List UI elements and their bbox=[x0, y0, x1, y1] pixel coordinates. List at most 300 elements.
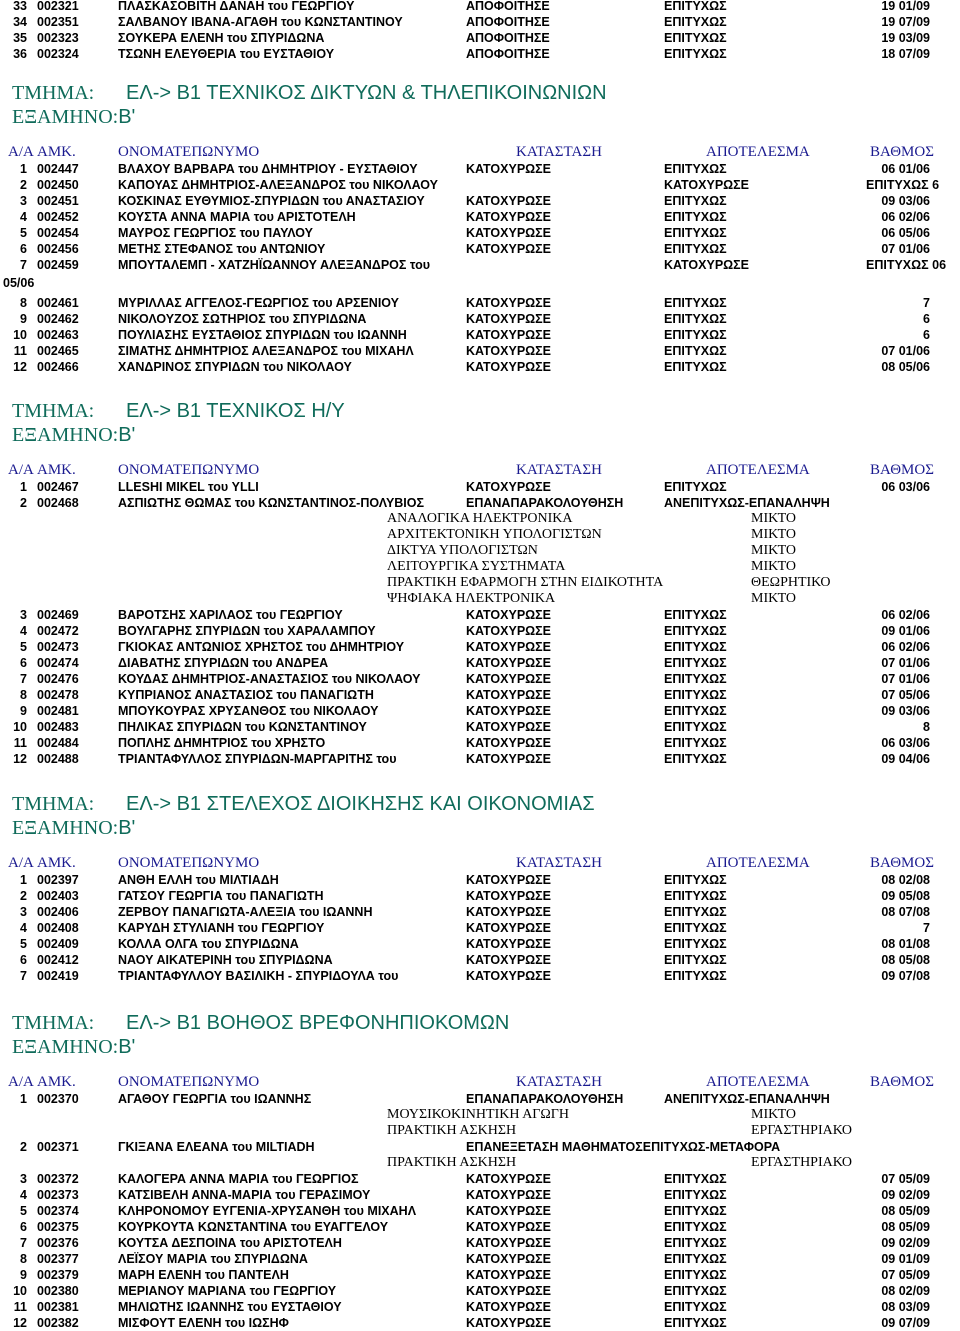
student-id: 002462 bbox=[37, 312, 79, 326]
subject-type: ΕΡΓΑΣΤΗΡΙΑΚΟ bbox=[751, 1155, 853, 1170]
row-number: 5 bbox=[20, 937, 27, 951]
result-value: ΕΠΙΤΥΧΩΣ bbox=[664, 640, 727, 654]
result-value: ΕΠΙΤΥΧΩΣ 6 bbox=[866, 178, 940, 192]
student-row bbox=[0, 687, 960, 703]
result-value: ΕΠΙΤΥΧΩΣ bbox=[664, 194, 727, 208]
result-value: ΕΠΙΤΥΧΩΣ bbox=[664, 905, 727, 919]
status-value: ΚΑΤΟΧΥΡΩΣΕ bbox=[466, 953, 552, 967]
grade-value: 06 03/06 bbox=[881, 480, 930, 494]
header-name: ΟΝΟΜΑΤΕΠΩΝΥΜΟ bbox=[118, 462, 260, 478]
student-name: ΚΟΥΔΑΣ ΔΗΜΗΤΡΙΟΣ-ΑΝΑΣΤΑΣΙΟΣ του ΝΙΚΟΛΑΟΥ bbox=[118, 672, 421, 686]
student-row bbox=[0, 703, 960, 719]
student-id: 002473 bbox=[37, 640, 79, 654]
student-id: 002468 bbox=[37, 496, 79, 510]
student-name: ΛΕΪΣΟΥ ΜΑΡΙΑ του ΣΠΥΡΙΔΩΝΑ bbox=[118, 1252, 308, 1266]
student-name: ΜΠΟΥΤΑΛΕΜΠ - ΧΑΤΖΗΪΩΑΝΝΟΥ ΑΛΕΞΑΝΔΡΟΣ του bbox=[118, 258, 430, 272]
student-name: ΚΥΠΡΙΑΝΟΣ ΑΝΑΣΤΑΣΙΟΣ του ΠΑΝΑΓΙΩΤΗ bbox=[118, 688, 374, 702]
grade-value: 09 01/09 bbox=[881, 1252, 930, 1266]
grade-value: 09 02/09 bbox=[881, 1236, 930, 1250]
student-row bbox=[0, 1235, 960, 1251]
result-value: ΕΠΙΤΥΧΩΣ bbox=[664, 752, 727, 766]
grade-value: 08 01/08 bbox=[881, 937, 930, 951]
status-value: ΕΠΑΝΑΠΑΡΑΚΟΛΟΥΘΗΣΗ bbox=[466, 1092, 624, 1106]
student-id: 002403 bbox=[37, 889, 79, 903]
student-id: 002371 bbox=[37, 1140, 79, 1154]
eksamino-label: ΕΞΑΜΗΝΟ: bbox=[12, 424, 119, 446]
status-value: ΚΑΤΟΧΥΡΩΣΕ bbox=[466, 480, 552, 494]
grade-value: 19 07/09 bbox=[881, 15, 930, 29]
student-row bbox=[0, 671, 960, 687]
tmima-label: ΤΜΗΜΑ: bbox=[12, 793, 95, 815]
result-value: ΕΠΙΤΥΧΩΣ bbox=[664, 969, 727, 983]
grade-value: 08 07/08 bbox=[881, 905, 930, 919]
row-number: 10 bbox=[13, 328, 27, 342]
result-value: ΑΝΕΠΙΤΥΧΩΣ-ΕΠΑΝΑΛΗΨΗ bbox=[664, 496, 830, 510]
grade-value: 08 02/09 bbox=[881, 1284, 930, 1298]
student-name: ΜΥΡΙΛΛΑΣ ΑΓΓΕΛΟΣ-ΓΕΩΡΓΙΟΣ του ΑΡΣΕΝΙΟΥ bbox=[118, 296, 400, 310]
status-value: ΚΑΤΟΧΥΡΩΣΕ bbox=[466, 1316, 552, 1330]
student-name: ΒΟΥΛΓΑΡΗΣ ΣΠΥΡΙΔΩΝ του ΧΑΡΑΛΑΜΠΟΥ bbox=[118, 624, 376, 638]
student-id: 002382 bbox=[37, 1316, 79, 1330]
student-id: 002323 bbox=[37, 31, 79, 45]
student-id: 002459 bbox=[37, 258, 79, 272]
subject-type: ΜΙΚΤΟ bbox=[751, 591, 797, 606]
student-row bbox=[0, 1091, 960, 1107]
row-number: 4 bbox=[20, 921, 27, 935]
status-value: ΕΠΑΝΑΠΑΡΑΚΟΛΟΥΘΗΣΗ bbox=[466, 496, 624, 510]
result-value: ΕΠΙΤΥΧΩΣ bbox=[664, 1268, 727, 1282]
grade-value: 07 01/06 bbox=[881, 242, 930, 256]
subject-row bbox=[0, 559, 960, 575]
row-number: 9 bbox=[20, 704, 27, 718]
student-name: ΔΙΑΒΑΤΗΣ ΣΠΥΡΙΔΩΝ του ΑΝΔΡΕΑ bbox=[118, 656, 329, 670]
grade-value: 07 05/06 bbox=[881, 688, 930, 702]
row-number: 6 bbox=[20, 656, 27, 670]
student-row bbox=[0, 495, 960, 511]
result-value: ΕΠΙΤΥΧΩΣ bbox=[664, 242, 727, 256]
status-value: ΚΑΤΟΧΥΡΩΣΕ bbox=[466, 312, 552, 326]
student-id: 002408 bbox=[37, 921, 79, 935]
student-name: ΜΗΛΙΩΤΗΣ ΙΩΑΝΝΗΣ του ΕΥΣΤΑΘΙΟΥ bbox=[118, 1300, 342, 1314]
row-number: 6 bbox=[20, 953, 27, 967]
tmima-value: ΕΛ-> Β1 ΣΤΕΛΕΧΟΣ ΔΙΟΙΚΗΣΗΣ ΚΑΙ ΟΙΚΟΝΟΜΙΑΣ bbox=[126, 793, 595, 815]
status-value: ΑΠΟΦΟΙΤΗΣΕ bbox=[466, 15, 550, 29]
student-id: 002467 bbox=[37, 480, 79, 494]
student-name: ΖΕΡΒΟΥ ΠΑΝΑΓΙΩΤΑ-ΑΛΕΞΙΑ του ΙΩΑΝΝΗ bbox=[118, 905, 373, 919]
tmima-label: ΤΜΗΜΑ: bbox=[12, 400, 95, 422]
subject-type: ΜΙΚΤΟ bbox=[751, 543, 797, 558]
row-number: 36 bbox=[13, 47, 27, 61]
student-name: ΚΟΛΛΑ ΟΛΓΑ του ΣΠΥΡΙΔΩΝΑ bbox=[118, 937, 299, 951]
result-value: ΕΠΙΤΥΧΩΣ bbox=[664, 328, 727, 342]
status-value: ΚΑΤΟΧΥΡΩΣΕ bbox=[466, 210, 552, 224]
row-number: 4 bbox=[20, 624, 27, 638]
student-id: 002472 bbox=[37, 624, 79, 638]
header-result: ΑΠΟΤΕΛΕΣΜΑ bbox=[706, 462, 810, 478]
student-id: 002351 bbox=[37, 15, 79, 29]
student-name: ΣΑΛΒΑΝΟΥ ΙΒΑΝΑ-ΑΓΑΘΗ του ΚΩΝΣΤΑΝΤΙΝΟΥ bbox=[118, 15, 403, 29]
header-status: ΚΑΤΑΣΤΑΣΗ bbox=[516, 462, 602, 478]
student-name: ΚΛΗΡΟΝΟΜΟΥ ΕΥΓΕΝΙΑ-ΧΡΥΣΑΝΘΗ του ΜΙΧΑΗΛ bbox=[118, 1204, 417, 1218]
student-id: 002463 bbox=[37, 328, 79, 342]
row-number: 7 bbox=[20, 1236, 27, 1250]
result-value: ΕΠΙΤΥΧΩΣ bbox=[664, 0, 727, 13]
grade-value: 06 02/06 bbox=[881, 640, 930, 654]
status-value: ΚΑΤΟΧΥΡΩΣΕ bbox=[466, 1252, 552, 1266]
subject-type: ΜΙΚΤΟ bbox=[751, 559, 797, 574]
subject-name: ΑΡΧΙΤΕΚΤΟΝΙΚΗ ΥΠΟΛΟΓΙΣΤΩΝ bbox=[387, 527, 602, 542]
result-value: ΕΠΙΤΥΧΩΣ bbox=[664, 889, 727, 903]
subject-type: ΘΕΩΡΗΤΙΚΟ bbox=[751, 575, 831, 590]
grade-value: 7 bbox=[923, 296, 930, 310]
student-row bbox=[0, 1171, 960, 1187]
status-value: ΚΑΤΟΧΥΡΩΣΕ bbox=[466, 656, 552, 670]
row-number: 7 bbox=[20, 672, 27, 686]
student-row bbox=[0, 623, 960, 639]
student-id: 002381 bbox=[37, 1300, 79, 1314]
student-id: 002465 bbox=[37, 344, 79, 358]
grade-value: 19 01/09 bbox=[881, 0, 930, 13]
grade-value: 09 01/06 bbox=[881, 624, 930, 638]
status-value: ΚΑΤΟΧΥΡΩΣΕ bbox=[466, 672, 552, 686]
result-value: ΕΠΙΤΥΧΩΣ bbox=[664, 1188, 727, 1202]
student-row bbox=[0, 1139, 960, 1155]
status-value: ΚΑΤΟΧΥΡΩΣΕ bbox=[466, 873, 552, 887]
row-number: 2 bbox=[20, 496, 27, 510]
result-value: ΕΠΙΤΥΧΩΣ bbox=[664, 704, 727, 718]
result-value: ΕΠΙΤΥΧΩΣ bbox=[664, 921, 727, 935]
row-number: 12 bbox=[13, 360, 27, 374]
row-number: 8 bbox=[20, 296, 27, 310]
status-value: ΚΑΤΟΧΥΡΩΣΕ bbox=[466, 242, 552, 256]
header-result: ΑΠΟΤΕΛΕΣΜΑ bbox=[706, 144, 810, 160]
student-name: ΒΑΡΟΤΣΗΣ ΧΑΡΙΛΑΟΣ του ΓΕΩΡΓΙΟΥ bbox=[118, 608, 343, 622]
student-name: ΑΣΠΙΩΤΗΣ ΘΩΜΑΣ του ΚΩΝΣΤΑΝΤΙΝΟΣ-ΠΟΛΥΒΙΟΣ bbox=[118, 496, 424, 510]
grade-value: 09 07/08 bbox=[881, 969, 930, 983]
result-value: ΕΠΙΤΥΧΩΣ bbox=[664, 873, 727, 887]
header-amk: ΑΜΚ. bbox=[37, 1074, 76, 1090]
subject-type: ΜΙΚΤΟ bbox=[751, 527, 797, 542]
student-name: ΜΙΣΦΟΥΤ ΕΛΕΝΗ του ΙΩΣΗΦ bbox=[118, 1316, 289, 1330]
table-header bbox=[0, 855, 960, 871]
student-name: ΜΑΡΗ ΕΛΕΝΗ του ΠΑΝΤΕΛΗ bbox=[118, 1268, 289, 1282]
subject-name: ΜΟΥΣΙΚΟΚΙΝΗΤΙΚΗ ΑΓΩΓΗ bbox=[387, 1107, 570, 1122]
result-value: ΑΝΕΠΙΤΥΧΩΣ-ΕΠΑΝΑΛΗΨΗ bbox=[664, 1092, 830, 1106]
student-name: ΤΡΙΑΝΤΑΦΥΛΛΟΣ ΣΠΥΡΙΔΩΝ-ΜΑΡΓΑΡΙΤΗΣ του bbox=[118, 752, 397, 766]
subject-name: ΑΝΑΛΟΓΙΚΑ ΗΛΕΚΤΡΟΝΙΚΑ bbox=[387, 511, 573, 526]
student-row bbox=[0, 327, 960, 343]
student-id: 002461 bbox=[37, 296, 79, 310]
student-row bbox=[0, 872, 960, 888]
row-number: 3 bbox=[20, 1172, 27, 1186]
result-value: ΕΠΙΤΥΧΩΣ bbox=[664, 1300, 727, 1314]
status-value: ΚΑΤΟΧΥΡΩΣΕ bbox=[466, 1268, 552, 1282]
student-id: 002377 bbox=[37, 1252, 79, 1266]
student-row bbox=[0, 952, 960, 968]
status-value: ΚΑΤΟΧΥΡΩΣΕ bbox=[466, 226, 552, 240]
student-id: 002321 bbox=[37, 0, 79, 13]
subject-row bbox=[0, 1107, 960, 1123]
result-value: ΕΠΙΤΥΧΩΣ bbox=[664, 296, 727, 310]
row-number: 9 bbox=[20, 1268, 27, 1282]
subject-name: ΠΡΑΚΤΙΚΗ ΕΦΑΡΜΟΓΗ ΣΤΗΝ ΕΙΔΙΚΟΤΗΤΑ bbox=[387, 575, 664, 590]
result-value: ΕΠΙΤΥΧΩΣ bbox=[664, 953, 727, 967]
section-title bbox=[12, 400, 345, 423]
result-value: ΕΠΙΤΥΧΩΣ bbox=[664, 210, 727, 224]
row-number: 8 bbox=[20, 1252, 27, 1266]
status-value: ΑΠΟΦΟΙΤΗΣΕ bbox=[466, 0, 550, 13]
header-grade: ΒΑΘΜΟΣ bbox=[870, 855, 934, 871]
subject-row bbox=[0, 527, 960, 543]
student-id: 002380 bbox=[37, 1284, 79, 1298]
row-number: 12 bbox=[13, 1316, 27, 1330]
result-value: ΕΠΙΤΥΧΩΣ bbox=[664, 736, 727, 750]
result-value: ΕΠΙΤΥΧΩΣ bbox=[664, 1252, 727, 1266]
student-id: 002488 bbox=[37, 752, 79, 766]
student-row bbox=[0, 751, 960, 767]
section-title bbox=[12, 82, 607, 105]
student-row bbox=[0, 1267, 960, 1283]
tmima-value: ΕΛ-> Β1 ΒΟΗΘΟΣ ΒΡΕΦΟΝΗΠΙΟΚΟΜΩΝ bbox=[126, 1012, 510, 1034]
subject-row bbox=[0, 543, 960, 559]
grade-value: 8 bbox=[923, 720, 930, 734]
student-id: 002372 bbox=[37, 1172, 79, 1186]
row-number: 11 bbox=[13, 736, 27, 750]
status-value: ΚΑΤΟΧΥΡΩΣΕ bbox=[466, 640, 552, 654]
status-value: ΚΑΤΟΧΥΡΩΣΕ bbox=[466, 1188, 552, 1202]
subject-name: ΛΕΙΤΟΥΡΓΙΚΑ ΣΥΣΤΗΜΑΤΑ bbox=[387, 559, 566, 574]
student-row bbox=[0, 209, 960, 225]
status-value: ΚΑΤΟΧΥΡΩΣΕ bbox=[466, 704, 552, 718]
student-row bbox=[0, 936, 960, 952]
student-id: 002406 bbox=[37, 905, 79, 919]
subject-name: ΔΙΚΤΥΑ ΥΠΟΛΟΓΙΣΤΩΝ bbox=[387, 543, 538, 558]
subject-name: ΠΡΑΚΤΙΚΗ ΑΣΚΗΣΗ bbox=[387, 1155, 517, 1170]
student-id: 002447 bbox=[37, 162, 79, 176]
grade-value: 06 02/06 bbox=[881, 608, 930, 622]
header-status: ΚΑΤΑΣΤΑΣΗ bbox=[516, 1074, 602, 1090]
tmima-value: ΕΛ-> Β1 ΤΕΧΝΙΚΟΣ Η/Υ bbox=[126, 400, 345, 422]
grade-value: 09 07/09 bbox=[881, 1316, 930, 1330]
row-number: 7 bbox=[20, 258, 27, 272]
result-value: ΕΠΙΤΥΧΩΣ bbox=[664, 1284, 727, 1298]
grade-value: 06 05/06 bbox=[881, 226, 930, 240]
row-number: 2 bbox=[20, 889, 27, 903]
semester-title bbox=[12, 424, 135, 447]
status-value: ΚΑΤΟΧΥΡΩΣΕ bbox=[466, 921, 552, 935]
student-row bbox=[0, 655, 960, 671]
student-id: 002484 bbox=[37, 736, 79, 750]
student-row bbox=[0, 1315, 960, 1331]
result-value: ΕΠΙΤΥΧΩΣ bbox=[664, 480, 727, 494]
result-value: ΕΠΙΤΥΧΩΣ bbox=[664, 672, 727, 686]
student-row bbox=[0, 311, 960, 327]
eksamino-value: Β' bbox=[118, 817, 136, 839]
header-grade: ΒΑΘΜΟΣ bbox=[870, 1074, 934, 1090]
student-row bbox=[0, 177, 960, 193]
status-value: ΚΑΤΟΧΥΡΩΣΕ bbox=[466, 328, 552, 342]
eksamino-label: ΕΞΑΜΗΝΟ: bbox=[12, 1036, 119, 1058]
result-value: ΕΠΙΤΥΧΩΣ bbox=[664, 312, 727, 326]
student-id: 002451 bbox=[37, 194, 79, 208]
grade-value: 07 05/09 bbox=[881, 1172, 930, 1186]
grade-value: 07 05/09 bbox=[881, 1268, 930, 1282]
student-id: 002466 bbox=[37, 360, 79, 374]
result-value: ΕΠΙΤΥΧΩΣ bbox=[664, 1172, 727, 1186]
student-name: ΠΗΛΙΚΑΣ ΣΠΥΡΙΔΩΝ του ΚΩΝΣΤΑΝΤΙΝΟΥ bbox=[118, 720, 367, 734]
grade-value: 7 bbox=[923, 921, 930, 935]
student-row bbox=[0, 920, 960, 936]
student-name: ΚΑΤΣΙΒΕΛΗ ΑΝΝΑ-ΜΑΡΙΑ του ΓΕΡΑΣΙΜΟΥ bbox=[118, 1188, 371, 1202]
status-value: ΚΑΤΟΧΥΡΩΣΕ bbox=[466, 162, 552, 176]
student-name: ΚΟΥΡΚΟΥΤΑ ΚΩΝΣΤΑΝΤΙΝΑ του ΕΥΑΓΓΕΛΟΥ bbox=[118, 1220, 389, 1234]
row-number: 4 bbox=[20, 1188, 27, 1202]
grade-value: 07 01/06 bbox=[881, 672, 930, 686]
student-name: ΝΑΟΥ ΑΙΚΑΤΕΡΙΝΗ του ΣΠΥΡΙΔΩΝΑ bbox=[118, 953, 333, 967]
eksamino-value: Β' bbox=[118, 424, 136, 446]
status-value: ΚΑΤΟΧΥΡΩΣΕ bbox=[466, 720, 552, 734]
student-name: ΜΕΡΙΑΝΟΥ ΜΑΡΙΑΝΑ του ΓΕΩΡΓΙΟΥ bbox=[118, 1284, 337, 1298]
row-number: 6 bbox=[20, 242, 27, 256]
subject-row bbox=[0, 511, 960, 527]
student-row bbox=[0, 193, 960, 209]
student-row bbox=[0, 46, 960, 62]
student-name: ΜΠΟΥΚΟΥΡΑΣ ΧΡΥΣΑΝΘΟΣ του ΝΙΚΟΛΑΟΥ bbox=[118, 704, 379, 718]
header-grade: ΒΑΘΜΟΣ bbox=[870, 144, 934, 160]
grade-value: 06 01/06 bbox=[881, 162, 930, 176]
student-name: ΚΑΡΥΔΗ ΣΤΥΛΙΑΝΗ του ΓΕΩΡΓΙΟΥ bbox=[118, 921, 325, 935]
student-name: ΤΣΩΝΗ ΕΛΕΥΘΕΡΙΑ του ΕΥΣΤΑΘΙΟΥ bbox=[118, 47, 335, 61]
header-aa: Α/Α bbox=[8, 1074, 34, 1090]
result-value: ΕΠΙΤΥΧΩΣ bbox=[664, 360, 727, 374]
status-value: ΚΑΤΟΧΥΡΩΣΕ bbox=[466, 752, 552, 766]
student-name: ΓΑΤΣΟΥ ΓΕΩΡΓΙΑ του ΠΑΝΑΓΙΩΤΗ bbox=[118, 889, 324, 903]
subject-type: ΜΙΚΤΟ bbox=[751, 1107, 797, 1122]
subject-row bbox=[0, 1123, 960, 1139]
student-row bbox=[0, 1203, 960, 1219]
student-name: LLESHI MIKEL του YLLI bbox=[118, 480, 259, 494]
header-amk: ΑΜΚ. bbox=[37, 855, 76, 871]
student-name: ΒΛΑΧΟΥ ΒΑΡΒΑΡΑ του ΔΗΜΗΤΡΙΟΥ - ΕΥΣΤΑΘΙΟΥ bbox=[118, 162, 418, 176]
tmima-value: ΕΛ-> Β1 ΤΕΧΝΙΚΟΣ ΔΙΚΤΥΩΝ & ΤΗΛΕΠΙΚΟΙΝΩΝΙΩΝ bbox=[126, 82, 607, 104]
tmima-label: ΤΜΗΜΑ: bbox=[12, 1012, 95, 1034]
grade-value: 09 03/06 bbox=[881, 704, 930, 718]
row-number: 1 bbox=[20, 873, 27, 887]
result-value: ΕΠΙΤΥΧΩΣ 06 bbox=[866, 258, 947, 272]
section-title bbox=[12, 793, 595, 816]
grade-value: 07 01/06 bbox=[881, 344, 930, 358]
student-id: 002469 bbox=[37, 608, 79, 622]
student-name: ΣΙΜΑΤΗΣ ΔΗΜΗΤΡΙΟΣ ΑΛΕΞΑΝΔΡΟΣ του ΜΙΧΑΗΛ bbox=[118, 344, 414, 358]
grade-value: 08 05/06 bbox=[881, 360, 930, 374]
student-id: 002373 bbox=[37, 1188, 79, 1202]
student-id: 002409 bbox=[37, 937, 79, 951]
result-value: ΕΠΙΤΥΧΩΣ bbox=[664, 344, 727, 358]
status-value: ΚΑΤΟΧΥΡΩΣΕ bbox=[664, 178, 750, 192]
status-value: ΑΠΟΦΟΙΤΗΣΕ bbox=[466, 31, 550, 45]
student-row bbox=[0, 888, 960, 904]
section-title bbox=[12, 1012, 510, 1035]
result-value: ΕΠΙΤΥΧΩΣ bbox=[664, 1316, 727, 1330]
row-number: 4 bbox=[20, 210, 27, 224]
status-value: ΚΑΤΟΧΥΡΩΣΕ bbox=[466, 344, 552, 358]
header-name: ΟΝΟΜΑΤΕΠΩΝΥΜΟ bbox=[118, 144, 260, 160]
student-row bbox=[0, 639, 960, 655]
student-row bbox=[0, 968, 960, 984]
status-value: ΚΑΤΟΧΥΡΩΣΕ bbox=[466, 1220, 552, 1234]
student-id: 002376 bbox=[37, 1236, 79, 1250]
header-status: ΚΑΤΑΣΤΑΣΗ bbox=[516, 144, 602, 160]
row-number: 34 bbox=[13, 15, 27, 29]
wrapped-grade bbox=[0, 275, 960, 291]
header-status: ΚΑΤΑΣΤΑΣΗ bbox=[516, 855, 602, 871]
grade-value: 09 02/09 bbox=[881, 1188, 930, 1202]
row-number: 2 bbox=[20, 1140, 27, 1154]
row-number: 3 bbox=[20, 905, 27, 919]
student-name: ΚΟΣΚΙΝΑΣ ΕΥΘΥΜΙΟΣ-ΣΠΥΡΙΔΩΝ του ΑΝΑΣΤΑΣΙΟΥ bbox=[118, 194, 425, 208]
status-value: ΚΑΤΟΧΥΡΩΣΕ bbox=[466, 905, 552, 919]
student-id: 002419 bbox=[37, 969, 79, 983]
grade-value: 06 02/06 bbox=[881, 210, 930, 224]
student-row bbox=[0, 1219, 960, 1235]
status-value: ΚΑΤΟΧΥΡΩΣΕ bbox=[466, 1236, 552, 1250]
student-id: 002374 bbox=[37, 1204, 79, 1218]
student-row bbox=[0, 161, 960, 177]
student-id: 002375 bbox=[37, 1220, 79, 1234]
student-id: 002456 bbox=[37, 242, 79, 256]
result-value: ΕΠΙΤΥΧΩΣ bbox=[664, 624, 727, 638]
result-value: ΕΠΙΤΥΧΩΣ bbox=[664, 1220, 727, 1234]
status-value: ΚΑΤΟΧΥΡΩΣΕ bbox=[466, 889, 552, 903]
status-value: ΚΑΤΟΧΥΡΩΣΕ bbox=[466, 1172, 552, 1186]
student-id: 002412 bbox=[37, 953, 79, 967]
student-name: ΑΝΘΗ ΕΛΛΗ του ΜΙΛΤΙΑΔΗ bbox=[118, 873, 279, 887]
student-row bbox=[0, 0, 960, 14]
student-row bbox=[0, 1299, 960, 1315]
row-number: 6 bbox=[20, 1220, 27, 1234]
header-grade: ΒΑΘΜΟΣ bbox=[870, 462, 934, 478]
row-number: 5 bbox=[20, 1204, 27, 1218]
student-id: 002476 bbox=[37, 672, 79, 686]
status-value: ΚΑΤΟΧΥΡΩΣΕ bbox=[466, 1204, 552, 1218]
row-number: 35 bbox=[13, 31, 27, 45]
row-number: 5 bbox=[20, 640, 27, 654]
status-value: ΚΑΤΟΧΥΡΩΣΕ bbox=[466, 194, 552, 208]
result-value: ΕΠΙΤΥΧΩΣ bbox=[664, 31, 727, 45]
grade-value: 6 bbox=[923, 312, 930, 326]
student-name: ΠΟΥΛΙΑΣΗΣ ΕΥΣΤΑΘΙΟΣ ΣΠΥΡΙΔΩΝ του ΙΩΑΝΝΗ bbox=[118, 328, 407, 342]
status-value: ΚΑΤΟΧΥΡΩΣΕ bbox=[466, 624, 552, 638]
student-id: 002454 bbox=[37, 226, 79, 240]
student-name: ΓΚΙΞΑΝΑ ΕΛΕΑΝΑ του MILTIADH bbox=[118, 1140, 315, 1154]
subject-type: ΕΡΓΑΣΤΗΡΙΑΚΟ bbox=[751, 1123, 853, 1138]
grade-value: 08 05/08 bbox=[881, 953, 930, 967]
row-number: 3 bbox=[20, 608, 27, 622]
student-row bbox=[0, 479, 960, 495]
student-row bbox=[0, 14, 960, 30]
student-row bbox=[0, 225, 960, 241]
student-id: 002324 bbox=[37, 47, 79, 61]
result-value: ΕΠΙΤΥΧΩΣ bbox=[664, 937, 727, 951]
grade-value: 08 03/09 bbox=[881, 1300, 930, 1314]
grade-value: 05/06 bbox=[3, 276, 35, 290]
student-row bbox=[0, 1187, 960, 1203]
row-number: 5 bbox=[20, 226, 27, 240]
subject-row bbox=[0, 591, 960, 607]
status-value: ΚΑΤΟΧΥΡΩΣΕ bbox=[466, 688, 552, 702]
header-result: ΑΠΟΤΕΛΕΣΜΑ bbox=[706, 855, 810, 871]
student-row bbox=[0, 1283, 960, 1299]
